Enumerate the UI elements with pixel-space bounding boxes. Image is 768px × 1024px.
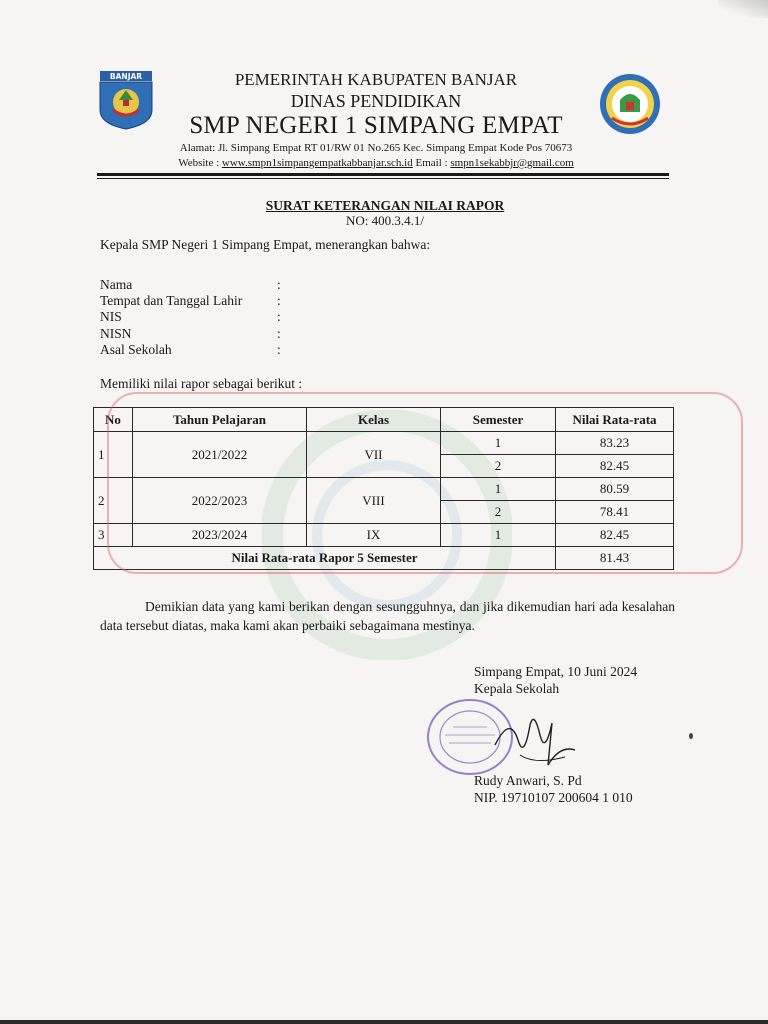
svg-text:BANJAR: BANJAR <box>109 72 143 81</box>
row-nilai: 83.23 <box>556 432 674 455</box>
row-year: 2023/2024 <box>133 524 307 547</box>
column-header-no: No <box>94 408 133 432</box>
document-title: SURAT KETERANGAN NILAI RAPOR <box>265 198 505 213</box>
email-label: Email : <box>412 157 451 169</box>
website-label: Website : <box>178 157 222 169</box>
school-emblem-logo <box>598 72 662 136</box>
row-no: 2 <box>94 478 133 524</box>
letterhead-rule-thick <box>97 173 669 176</box>
table-header-row <box>94 408 674 432</box>
row-nilai: 82.45 <box>556 524 674 547</box>
field-colon-nisn: : <box>277 326 281 341</box>
row-no: 1 <box>94 432 133 478</box>
column-header-semester: Semester <box>441 408 556 432</box>
row-semester: 2 <box>441 455 556 478</box>
row-year: 2022/2023 <box>133 478 307 524</box>
ink-speck <box>689 733 693 739</box>
field-label-birth: Tempat dan Tanggal Lahir <box>100 293 243 308</box>
row-kelas: IX <box>307 524 441 547</box>
website-link[interactable]: www.smpn1simpangempatkabbanjar.sch.id <box>221 157 413 169</box>
row-kelas: VIII <box>307 478 441 524</box>
row-semester: 2 <box>441 501 556 524</box>
handwritten-signature <box>490 705 580 775</box>
field-label-nama: Nama <box>100 277 133 292</box>
field-label-asal-sekolah: Asal Sekolah <box>100 342 172 357</box>
signatory-nip: NIP. 19710107 200604 1 010 <box>474 790 633 805</box>
row-kelas: VII <box>307 432 441 478</box>
row-nilai: 82.45 <box>556 455 674 478</box>
signature-role: Kepala Sekolah <box>474 681 560 696</box>
row-semester: 1 <box>441 432 556 455</box>
column-header-nilai: Nilai Rata-rata <box>556 408 674 432</box>
letterhead-rule-thin <box>97 178 669 179</box>
letterhead-government: PEMERINTAH KABUPATEN BANJAR <box>234 70 518 89</box>
row-semester: 1 <box>441 478 556 501</box>
letterhead-contact <box>150 157 602 169</box>
field-label-nis: NIS <box>100 309 122 324</box>
row-year: 2021/2022 <box>133 432 307 478</box>
field-colon-birth: : <box>277 293 281 308</box>
table-total-row <box>94 547 674 570</box>
row-nilai: 78.41 <box>556 501 674 524</box>
document-number: NO: 400.3.4.1/ <box>346 213 424 227</box>
column-header-year: Tahun Pelajaran <box>133 408 307 432</box>
letterhead-department: DINAS PENDIDIKAN <box>290 91 462 111</box>
letterhead-school-name: SMP NEGERI 1 SIMPANG EMPAT <box>189 112 563 139</box>
total-value: 81.43 <box>556 547 674 570</box>
field-colon-asal-sekolah: : <box>277 342 281 357</box>
total-label: Nilai Rata-rata Rapor 5 Semester <box>94 547 556 570</box>
intro-sentence: Kepala SMP Negeri 1 Simpang Empat, menerangkan bahwa: <box>100 237 431 252</box>
table-row <box>94 524 674 547</box>
table-row <box>94 478 674 501</box>
signature-place-date: Simpang Empat, 10 Juni 2024 <box>474 664 638 679</box>
field-label-nisn: NISN <box>100 326 132 341</box>
signatory-name: Rudy Anwari, S. Pd <box>474 773 582 788</box>
table-row <box>94 432 674 455</box>
field-colon-nama: : <box>277 277 281 292</box>
banjar-regency-logo <box>97 70 155 130</box>
row-semester: 1 <box>441 524 556 547</box>
page-bottom-edge <box>0 1020 768 1024</box>
page-corner-shadow <box>718 0 768 18</box>
letterhead-address: Alamat: Jl. Simpang Empat RT 01/RW 01 No.265 Kec. Simpang Empat Kode Pos 70673 <box>179 142 573 154</box>
column-header-kelas: Kelas <box>307 408 441 432</box>
closing-paragraph: Demikian data yang kami berikan dengan sesungguhnya, dan jika dikemudian hari ada kesalahan data tersebut diatas, maka kami akan perbaiki sebagaimana mestinya. <box>100 599 675 633</box>
field-colon-nis: : <box>277 309 281 324</box>
row-no: 3 <box>94 524 133 547</box>
row-nilai: 80.59 <box>556 478 674 501</box>
grades-table <box>93 407 674 570</box>
email-link[interactable]: smpn1sekabbjr@gmail.com <box>450 157 574 169</box>
table-caption: Memiliki nilai rapor sebagai berikut : <box>100 376 303 391</box>
